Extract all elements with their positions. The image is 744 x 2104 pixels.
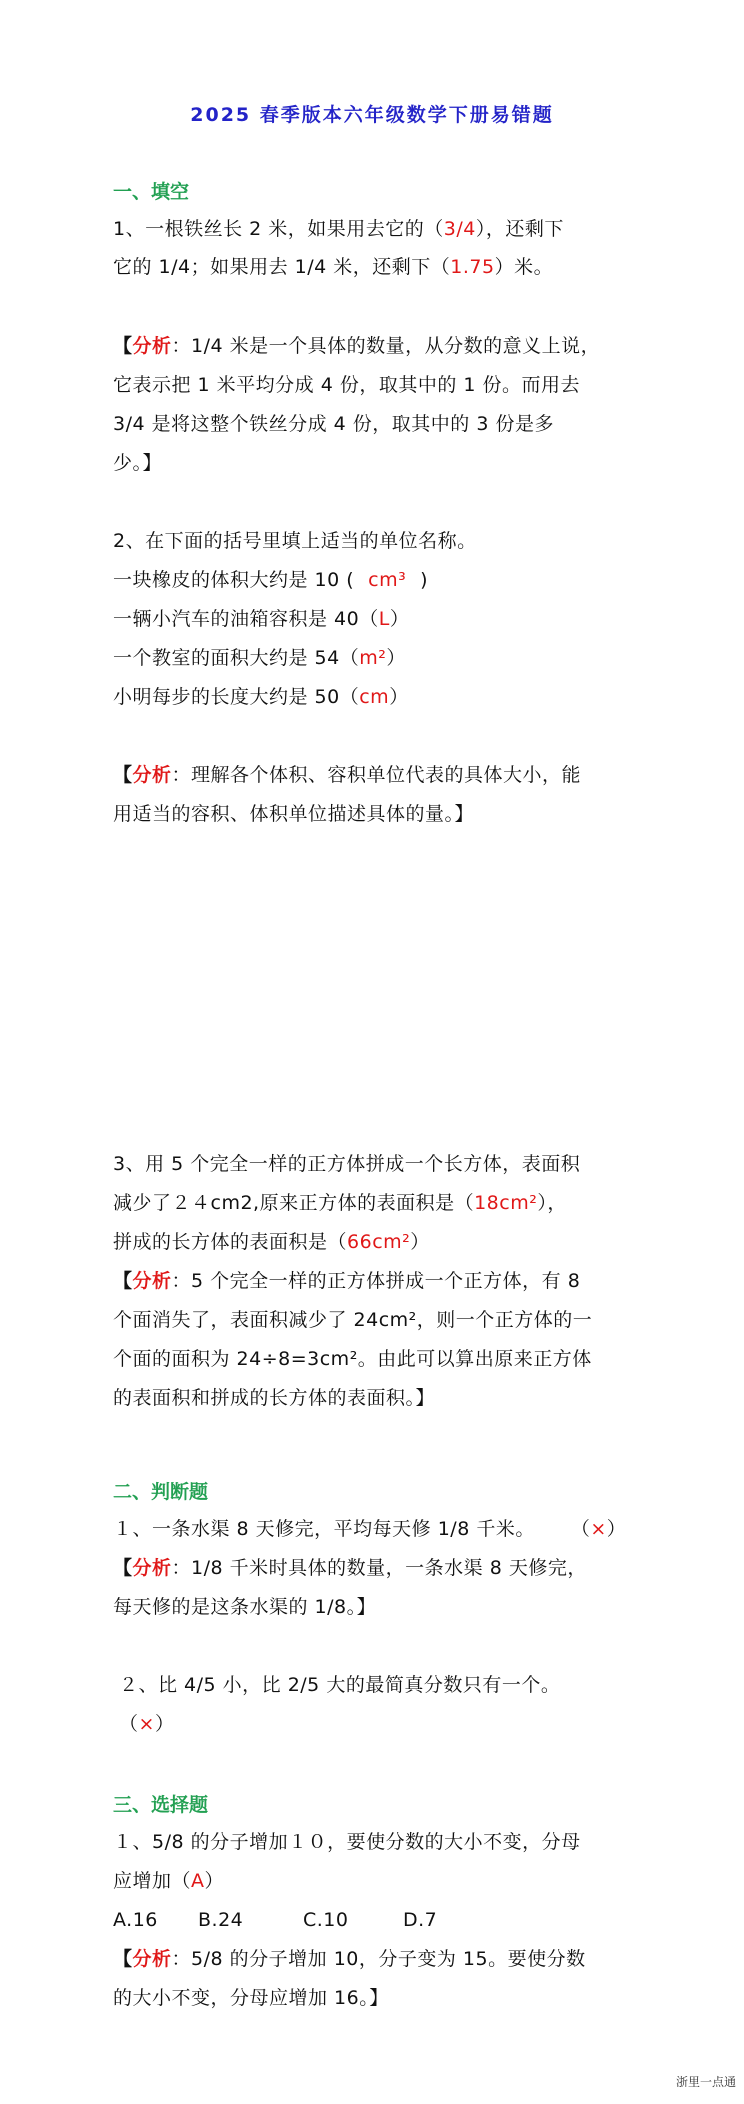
q3-line-3: 拼成的长方体的表面积是（66cm²）	[113, 1231, 430, 1253]
q2-line-5: 小明每步的长度大约是 50（cm）	[113, 686, 409, 708]
j2-line-2: （×）	[119, 1713, 175, 1735]
q1-analysis-line-1: 【分析：1/4 米是一个具体的数量，从分数的意义上说，	[113, 335, 601, 357]
q1-line-1: 1、一根铁丝长 2 米，如果用去它的（3/4），还剩下	[113, 218, 564, 240]
q2-line-1: 2、在下面的括号里填上适当的单位名称。	[113, 530, 477, 552]
q1-line-2: 它的 1/4；如果用去 1/4 米，还剩下（1.75）米。	[113, 256, 554, 278]
q1-analysis-line-4: 少。】	[113, 452, 163, 474]
q1-answer-2: 1.75	[450, 256, 495, 278]
section-heading-fill-in: 一、填空	[113, 181, 190, 203]
j2-answer: ×	[138, 1713, 155, 1735]
analysis-label: 分析	[132, 764, 172, 786]
q2-line-4: 一个教室的面积大约是 54（m²）	[113, 647, 406, 669]
q2-line-2: 一块橡皮的体积大约是 10 ( cm³ )	[113, 569, 429, 591]
footer-watermark: 浙里一点通	[675, 2075, 736, 2089]
c1-analysis-line-1: 【分析：5/8 的分子增加 10，分子变为 15。要使分数	[113, 1948, 586, 1970]
q2-answer-2: L	[378, 608, 390, 630]
q3-answer-1: 18cm²	[474, 1192, 538, 1214]
q3-analysis-line-3: 个面的面积为 24÷8=3cm²。由此可以算出原来正方体	[113, 1348, 592, 1370]
q2-analysis-line-1: 【分析：理解各个体积、容积单位代表的具体大小，能	[113, 764, 582, 786]
q3-answer-2: 66cm²	[347, 1231, 411, 1253]
option-a: A.16	[113, 1909, 158, 1931]
j1-line-1: １、一条水渠 8 天修完，平均每天修 1/8 千米。 （×）	[113, 1518, 627, 1540]
analysis-label: 分析	[132, 1557, 172, 1579]
q1-analysis-line-3: 3/4 是将这整个铁丝分成 4 份，取其中的 3 份是多	[113, 413, 554, 435]
c1-options	[113, 1907, 437, 1933]
option-d: D.7	[403, 1909, 438, 1931]
j2-line-1: ２、比 4/5 小，比 2/5 大的最简真分数只有一个。	[119, 1674, 561, 1696]
q2-answer-3: m²	[359, 647, 387, 669]
option-c: C.10	[303, 1909, 349, 1931]
page-title: 2025 春季版本六年级数学下册易错题	[190, 104, 554, 126]
analysis-label: 分析	[132, 1270, 172, 1292]
section-heading-judgement: 二、判断题	[113, 1481, 209, 1503]
c1-line-1: １、5/8 的分子增加１０，要使分数的大小不变，分母	[113, 1831, 581, 1853]
q3-line-1: 3、用 5 个完全一样的正方体拼成一个长方体，表面积	[113, 1153, 581, 1175]
c1-answer: A	[191, 1870, 205, 1892]
c1-analysis-line-2: 的大小不变，分母应增加 16。】	[113, 1987, 389, 2009]
j1-answer: ×	[590, 1518, 607, 1540]
q2-answer-1: cm³	[368, 569, 407, 591]
q3-analysis-line-4: 的表面积和拼成的长方体的表面积。】	[113, 1387, 436, 1409]
q1-answer-1: 3/4	[443, 218, 476, 240]
j1-analysis-line-1: 【分析：1/8 千米时具体的数量，一条水渠 8 天修完，	[113, 1557, 587, 1579]
q2-line-3: 一辆小汽车的油箱容积是 40（L）	[113, 608, 410, 630]
analysis-label: 分析	[132, 1948, 172, 1970]
section-heading-choice: 三、选择题	[113, 1794, 209, 1816]
analysis-label: 分析	[132, 335, 172, 357]
q1-analysis-line-2: 它表示把 1 米平均分成 4 份，取其中的 1 份。而用去	[113, 374, 581, 396]
j1-analysis-line-2: 每天修的是这条水渠的 1/8。】	[113, 1596, 377, 1618]
q3-analysis-line-2: 个面消失了，表面积减少了 24cm²，则一个正方体的一	[113, 1309, 593, 1331]
q3-line-2: 减少了２４cm2,原来正方体的表面积是（18cm²），	[113, 1192, 567, 1214]
q2-answer-4: cm	[359, 686, 390, 708]
c1-line-2: 应增加（A）	[113, 1870, 225, 1892]
q2-analysis-line-2: 用适当的容积、体积单位描述具体的量。】	[113, 803, 475, 825]
option-b: B.24	[198, 1909, 244, 1931]
q3-analysis-line-1: 【分析：5 个完全一样的正方体拼成一个正方体，有 8	[113, 1270, 581, 1292]
